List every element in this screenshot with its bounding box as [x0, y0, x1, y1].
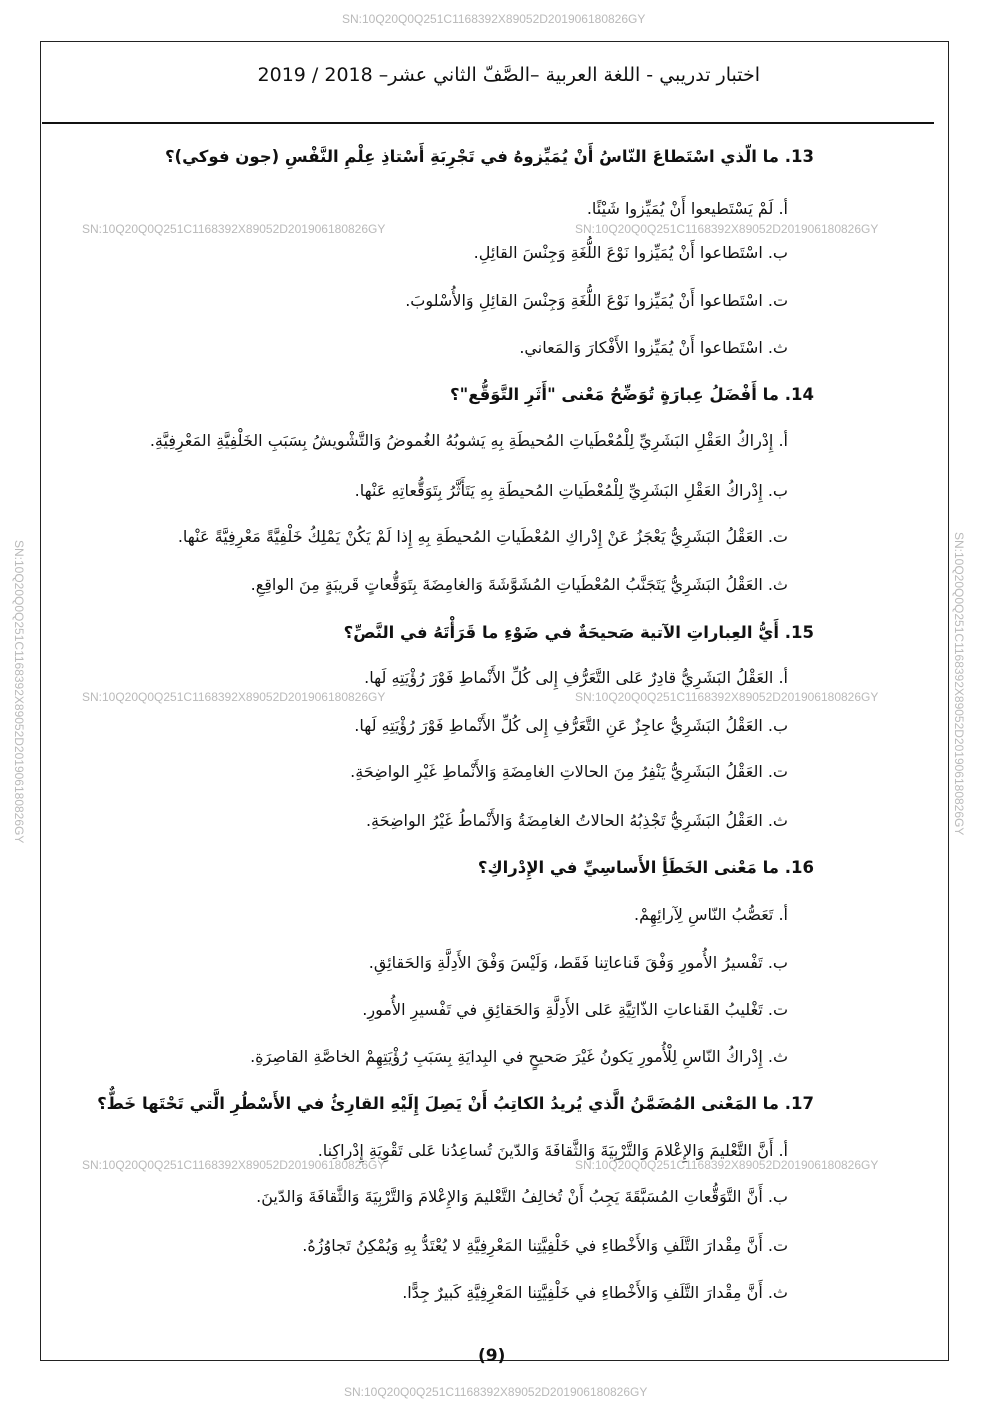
serial-watermark-right-1: SN:10Q20Q0Q251C1168392X89052D201906180826GY — [575, 222, 879, 236]
question-17-option-a: أ. أَنَّ التَّعْليمَ وَالإِعْلامَ وَالتَّرْبِيَةَ وَالثَّقافَةَ وَالدّينَ تُساعِدُنا عَلى تَقْوِيَةِ إِدْراكِنا. — [317, 1141, 788, 1160]
serial-watermark-bottom: SN:10Q20Q0Q251C1168392X89052D201906180826GY — [344, 1385, 648, 1399]
question-14-option-d: ث. العَقْلُ البَشَرِيُّ يَتَجَنَّبُ المُعْطَياتِ المُشَوَّشَةَ وَالغامِضَةَ بِتَوَقُّعاتٍ قَريبَةٍ مِنَ الواقِعِ. — [250, 575, 788, 594]
question-13-option-b: ب. اسْتَطاعوا أَنْ يُمَيِّزوا نَوْعَ اللُّغَةِ وَجِنْسَ القائِلِ. — [473, 243, 788, 262]
question-15-option-d: ث. العَقْلُ البَشَرِيُّ تَجْذِبُهُ الحالاتُ الغامِضَةُ وَالأَنْماطُ غَيْرُ الواضِحَةِ. — [365, 811, 788, 830]
question-17: 17. ما المَعْنى المُضَمَّنُ الَّذي يُريدُ الكاتِبُ أَنْ يَصِلَ إِلَيْهِ القارِئُ في الأَسْطُرِ الَّتي تَحْتَها خَطٌّ؟ — [97, 1094, 814, 1113]
question-14: 14. ما أَفْضَلُ عِبارَةٍ تُوَضِّحُ مَعْنى "أَثَرِ التَّوَقُّع"؟ — [450, 385, 814, 404]
page-frame — [40, 41, 949, 1361]
serial-watermark-vertical-left: SN:10Q20Q0Q251C1168392X89052D201906180826GY — [12, 540, 26, 844]
question-17-option-d: ث. أَنَّ مِقْدارَ التَّلَفِ وَالأَخْطاءِ في خَلْفِيَّتِنا المَعْرِفِيَّةِ كَبيرٌ جِدًّا. — [402, 1283, 788, 1302]
question-13-option-d: ث. اسْتَطاعوا أَنْ يُمَيِّزوا الأَفْكارَ وَالمَعاني. — [519, 338, 788, 357]
question-17-option-c: ت. أَنَّ مِقْدارَ التَّلَفِ وَالأَخْطاءِ في خَلْفِيَّتِنا المَعْرِفِيَّةِ لا يُعْتَدُّ بِهِ وَيُمْكِنُ تَجاوُزُهُ. — [302, 1236, 788, 1255]
question-13-option-c: ت. اسْتَطاعوا أَنْ يُمَيِّزوا نَوْعَ اللُّغَةِ وَجِنْسَ القائِلِ وَالأُسْلوبَ. — [405, 291, 788, 310]
question-16-option-c: ت. تَغْليبُ القَناعاتِ الذّاتِيَّةِ عَلى الأَدِلَّةِ وَالحَقائِقِ في تَفْسيرِ الأُمورِ. — [362, 1000, 788, 1019]
question-17-option-b: ب. أَنَّ التَّوَقُّعاتِ المُسَبَّقَةَ يَجِبُ أَنْ تُخالِفُ التَّعْليمَ وَالإِعْلامَ وَالتَّرْبِيَةَ وَالثَّقافَةَ وَالدّينَ. — [256, 1187, 788, 1206]
question-15-option-b: ب. العَقْلُ البَشَرِيُّ عاجِزٌ عَنِ التَّعَرُّفِ إِلى كُلِّ الأَنْماطِ فَوْرَ رُؤْيَتِهِ لَها. — [354, 716, 788, 735]
serial-watermark-top: SN:10Q20Q0Q251C1168392X89052D201906180826GY — [342, 12, 646, 26]
question-16-option-b: ب. تَفْسيرُ الأُمورِ وَفْقَ قَناعاتِنا فَقَط، وَلَيْسَ وَفْقَ الأَدِلَّةِ وَالحَقائِقِ. — [368, 953, 788, 972]
header-divider — [42, 122, 934, 124]
question-16: 16. ما مَعْنى الخَطَأِ الأَساسِيِّ في الإِدْراكِ؟ — [477, 858, 814, 877]
question-14-option-c: ت. العَقْلُ البَشَرِيُّ يَعْجَزُ عَنْ إِدْراكِ المُعْطَياتِ المُحيطَةِ بِهِ إِذا لَمْ يَكُنْ يَمْلِكُ خَلْفِيَّةً مَعْرِفِيَّةً عَنْها. — [177, 527, 788, 546]
question-15: 15. أَيُّ العِباراتِ الآتية صَحيحَةٌ في ضَوْءِ ما قَرَأْتَهُ في النَّصِّ؟ — [343, 623, 814, 642]
serial-watermark-left-3: SN:10Q20Q0Q251C1168392X89052D201906180826GY — [82, 1158, 386, 1172]
serial-watermark-right-2: SN:10Q20Q0Q251C1168392X89052D201906180826GY — [575, 690, 879, 704]
question-14-option-a: أ. إِدْراكُ العَقْلِ البَشَرِيِّ لِلْمُعْطَياتِ المُحيطَةِ بِهِ يَشوبُهُ الغُموضُ وَالتَّشْويشُ بِسَبَبِ الخَلْفِيَّةِ المَعْرِفِيَّةِ. — [149, 431, 788, 450]
question-13: 13. ما الّذي اسْتَطاعَ النّاسُ أَنْ يُمَيِّزوهُ في تَجْرِبَةِ أَسْتاذِ عِلْمِ النَّفْسِ (جون فوكي)؟ — [164, 147, 814, 166]
question-16-option-d: ث. إِدْراكُ النّاسِ لِلْأُمورِ يَكونُ غَيْرَ صَحيحٍ في البِدايَةِ بِسَبَبِ رُؤْيَتِهِمْ الخاصَّةِ القاصِرَةِ. — [250, 1047, 788, 1066]
question-15-option-a: أ. العَقْلُ البَشَرِيُّ قادِرٌ عَلى التَّعَرُّفِ إِلى كُلِّ الأَنْماطِ فَوْرَ رُؤْيَتِهِ لَها. — [364, 668, 788, 687]
serial-watermark-left-1: SN:10Q20Q0Q251C1168392X89052D201906180826GY — [82, 222, 386, 236]
question-16-option-a: أ. تَعَصُّبُ النّاسِ لِآرائِهِمْ. — [634, 905, 788, 924]
serial-watermark-vertical-right: SN:10Q20Q0Q251C1168392X89052D201906180826GY — [952, 532, 966, 836]
question-14-option-b: ب. إِدْراكُ العَقْلِ البَشَرِيِّ لِلْمُعْطَياتِ المُحيطَةِ بِهِ يَتَأَثَّرُ بِتَوَقُّعاتِهِ عَنْها. — [354, 481, 788, 500]
serial-watermark-right-3: SN:10Q20Q0Q251C1168392X89052D201906180826GY — [575, 1158, 879, 1172]
page-number: (9) — [478, 1346, 506, 1366]
question-13-option-a: أ. لَمْ يَسْتَطيعوا أَنْ يُمَيِّزوا شَيْئًا. — [586, 199, 788, 218]
question-15-option-c: ت. العَقْلُ البَشَرِيُّ يَنْفِرُ مِنَ الحالاتِ الغامِضَةِ وَالأَنْماطِ غَيْرِ الواضِحَةِ. — [350, 762, 788, 781]
serial-watermark-left-2: SN:10Q20Q0Q251C1168392X89052D201906180826GY — [82, 690, 386, 704]
exam-header-title: اختبار تدريبي - اللغة العربية –الصَّفّ الثاني عشر– 2018 / 2019 — [257, 64, 760, 86]
